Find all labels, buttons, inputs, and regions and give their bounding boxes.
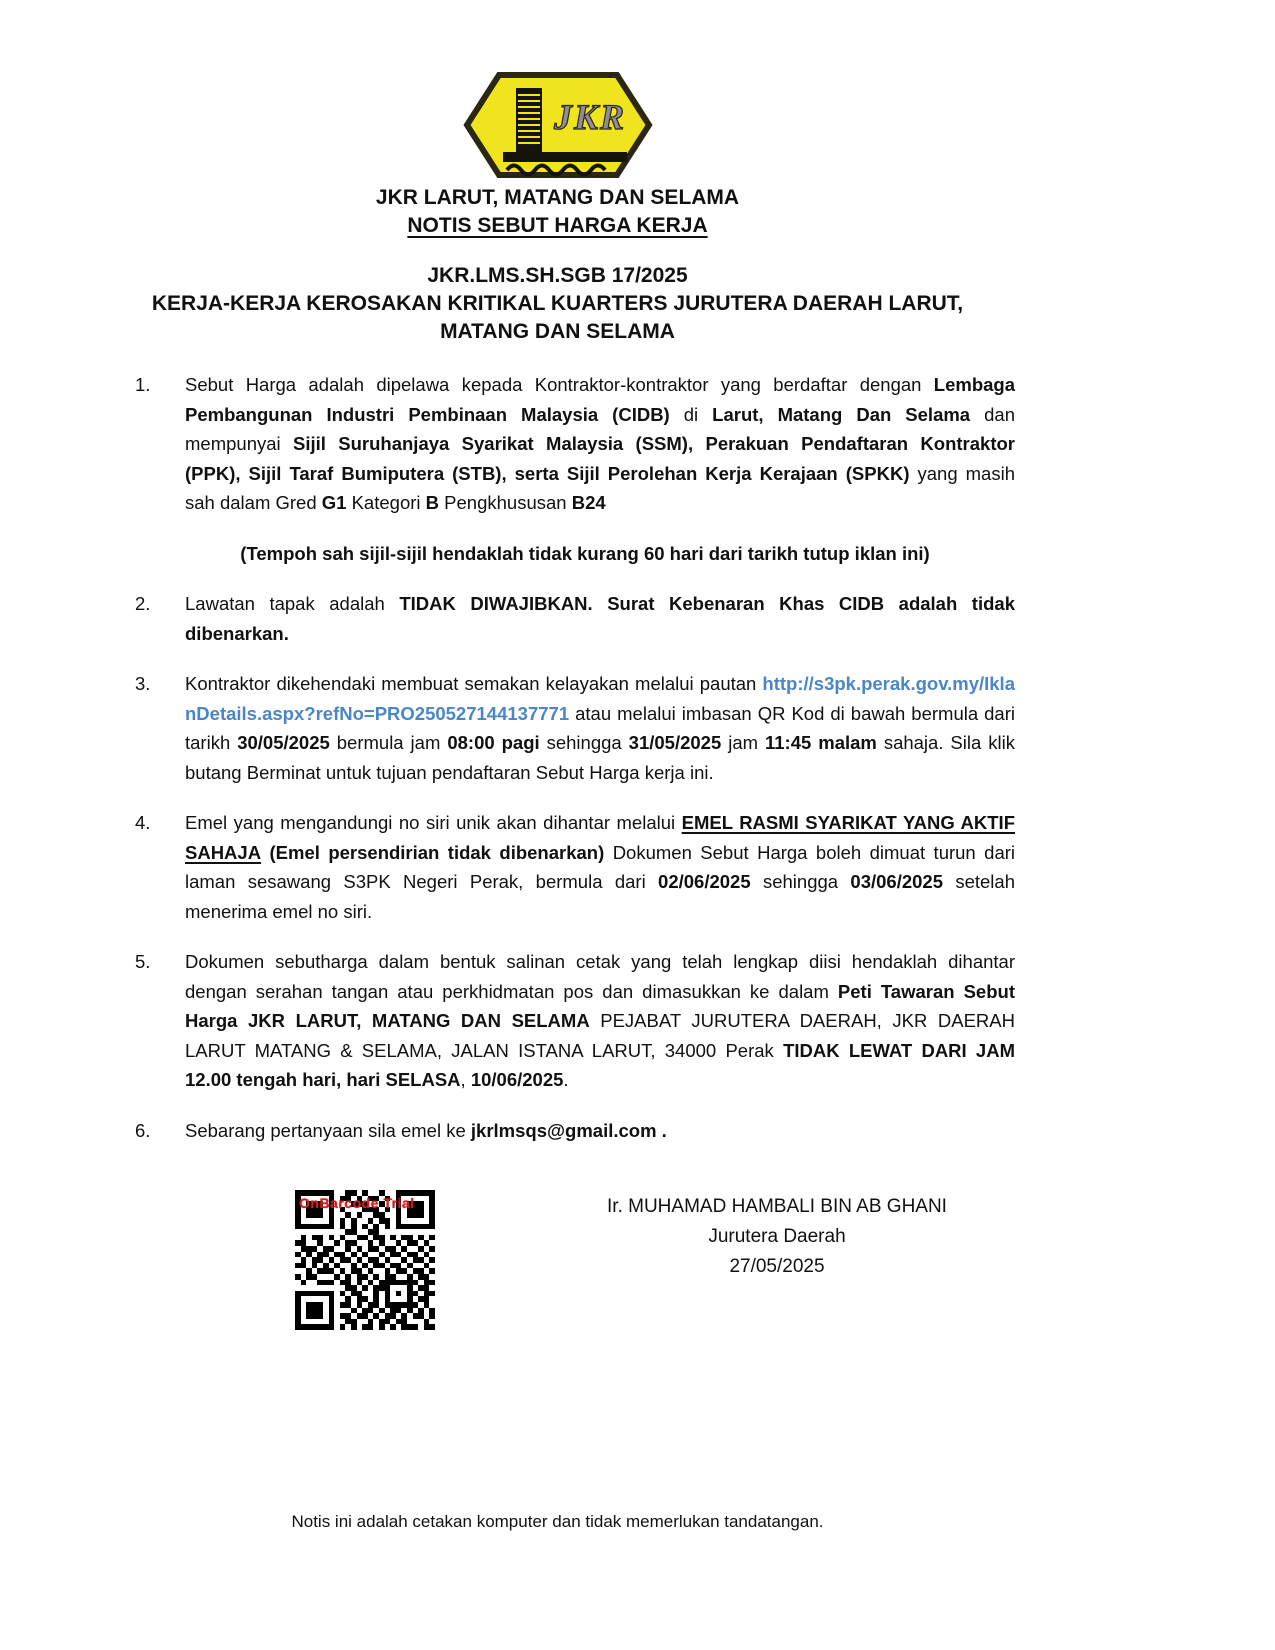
list-item-3 xyxy=(135,669,1015,787)
list-item-2 xyxy=(135,589,1015,648)
jkr-logo-image xyxy=(463,70,653,180)
logo-tower xyxy=(516,88,542,154)
header-ref-number: JKR.LMS.SH.SGB 17/2025 xyxy=(427,264,688,287)
qr-signature-row xyxy=(135,1190,1015,1330)
item-1-number: 1. xyxy=(135,374,151,395)
validity-note: (Tempoh sah sijil-sijil hendaklah tidak kurang 60 hari dari tarikh tutup iklan ini) xyxy=(240,542,930,564)
header-org: JKR LARUT, MATANG DAN SELAMA xyxy=(375,186,740,209)
item-2-number: 2. xyxy=(135,593,151,614)
qr-watermark: OnBarcode Trial xyxy=(299,1195,415,1211)
signature-block xyxy=(577,1190,977,1330)
qr-grid xyxy=(295,1190,435,1330)
jkr-logo xyxy=(135,70,980,180)
footer-note: Notis ini adalah cetakan komputer dan tidak memerlukan tandatangan. xyxy=(291,1512,824,1531)
item-1-text: Sebut Harga adalah dipelawa kepada Kontraktor-kontraktor yang berdaftar dengan Lembaga Pembangunan Industri Pembinaan Malaysia (CIDB) di Larut, Matang Dan Selama dan mempunyai Sijil Suruhanjaya Syarikat Malaysia (SSM), Perakuan Pendaftaran Kontraktor (PPK), Sijil Taraf Bumiputera (STB), serta Sijil Perolehan Kerja Kerajaan (SPKK) yang masih sah dalam Gred G1 Kategori B Pengkhususan B24 xyxy=(185,374,1015,513)
job-title-line1: KERJA-KERJA KEROSAKAN KRITIKAL KUARTERS JURUTERA DAERAH LARUT, xyxy=(151,292,964,315)
signature-name: Ir. MUHAMAD HAMBALI BIN AB GHANI xyxy=(607,1196,947,1217)
item-4-text: Emel yang mengandungi no siri unik akan dihantar melalui EMEL RASMI SYARIKAT YANG AKTIF SAHAJA (Emel persendirian tidak dibenarkan) Dokumen Sebut Harga boleh dimuat turun dari laman sesawang S3PK Negeri Perak, bermula dari 02/06/2025 sehingga 03/06/2025 setelah menerima emel no siri. xyxy=(185,812,1016,922)
signature-title: Jurutera Daerah xyxy=(708,1226,846,1247)
logo-base-bar xyxy=(503,152,627,162)
list-item-4 xyxy=(135,808,1015,926)
header-block xyxy=(135,184,980,346)
s3pk-link[interactable]: http://s3pk.perak.gov.my/IklanDetails.aspx?refNo=PRO250527144137771 xyxy=(185,673,1015,724)
header-notice-title: NOTIS SEBUT HARGA KERJA xyxy=(407,214,708,237)
signature-date: 27/05/2025 xyxy=(729,1256,825,1277)
item-5-number: 5. xyxy=(135,951,151,972)
item-4-number: 4. xyxy=(135,812,151,833)
list-item-1 xyxy=(135,370,1015,518)
item-2-text: Lawatan tapak adalah TIDAK DIWAJIBKAN. Surat Kebenaran Khas CIDB adalah tidak dibenarkan. xyxy=(185,593,1015,644)
item-5-text: Dokumen sebutharga dalam bentuk salinan cetak yang telah lengkap diisi hendaklah dihantar dengan serahan tangan atau perkhidmatan pos dan dimasukkan ke dalam Peti Tawaran Sebut Harga JKR LARUT, MATANG DAN SELAMA PEJABAT JURUTERA DAERAH, JKR DAERAH LARUT MATANG & SELAMA, JALAN ISTANA LARUT, 34000 Perak TIDAK LEWAT DARI JAM 12.00 tengah hari, hari SELASA, 10/06/2025. xyxy=(185,951,1015,1090)
list-item-6 xyxy=(135,1116,1015,1146)
item-6-number: 6. xyxy=(135,1119,151,1141)
notice-content xyxy=(135,70,1015,1330)
logo-jkr-text: JKR xyxy=(553,97,626,137)
item-3-text: Kontraktor dikehendaki membuat semakan kelayakan melalui pautan http://s3pk.perak.gov.my/IklanDetails.aspx?refNo=PRO250527144137771 atau melalui imbasan QR Kod di bawah bermula dari tarikh 30/05/2025 bermula jam 08:00 pagi sehingga 31/05/2025 jam 11:45 malam sahaja. Sila klik butang Berminat untuk tujuan pendaftaran Sebut Harga kerja ini. xyxy=(185,673,1015,783)
list-item-5 xyxy=(135,947,1015,1095)
item-3-number: 3. xyxy=(135,673,151,694)
item-6-text: Sebarang pertanyaan sila emel ke jkrlmsqs@gmail.com . xyxy=(185,1119,667,1141)
job-title-line2: MATANG DAN SELAMA xyxy=(440,320,675,343)
qr-code xyxy=(295,1190,435,1330)
